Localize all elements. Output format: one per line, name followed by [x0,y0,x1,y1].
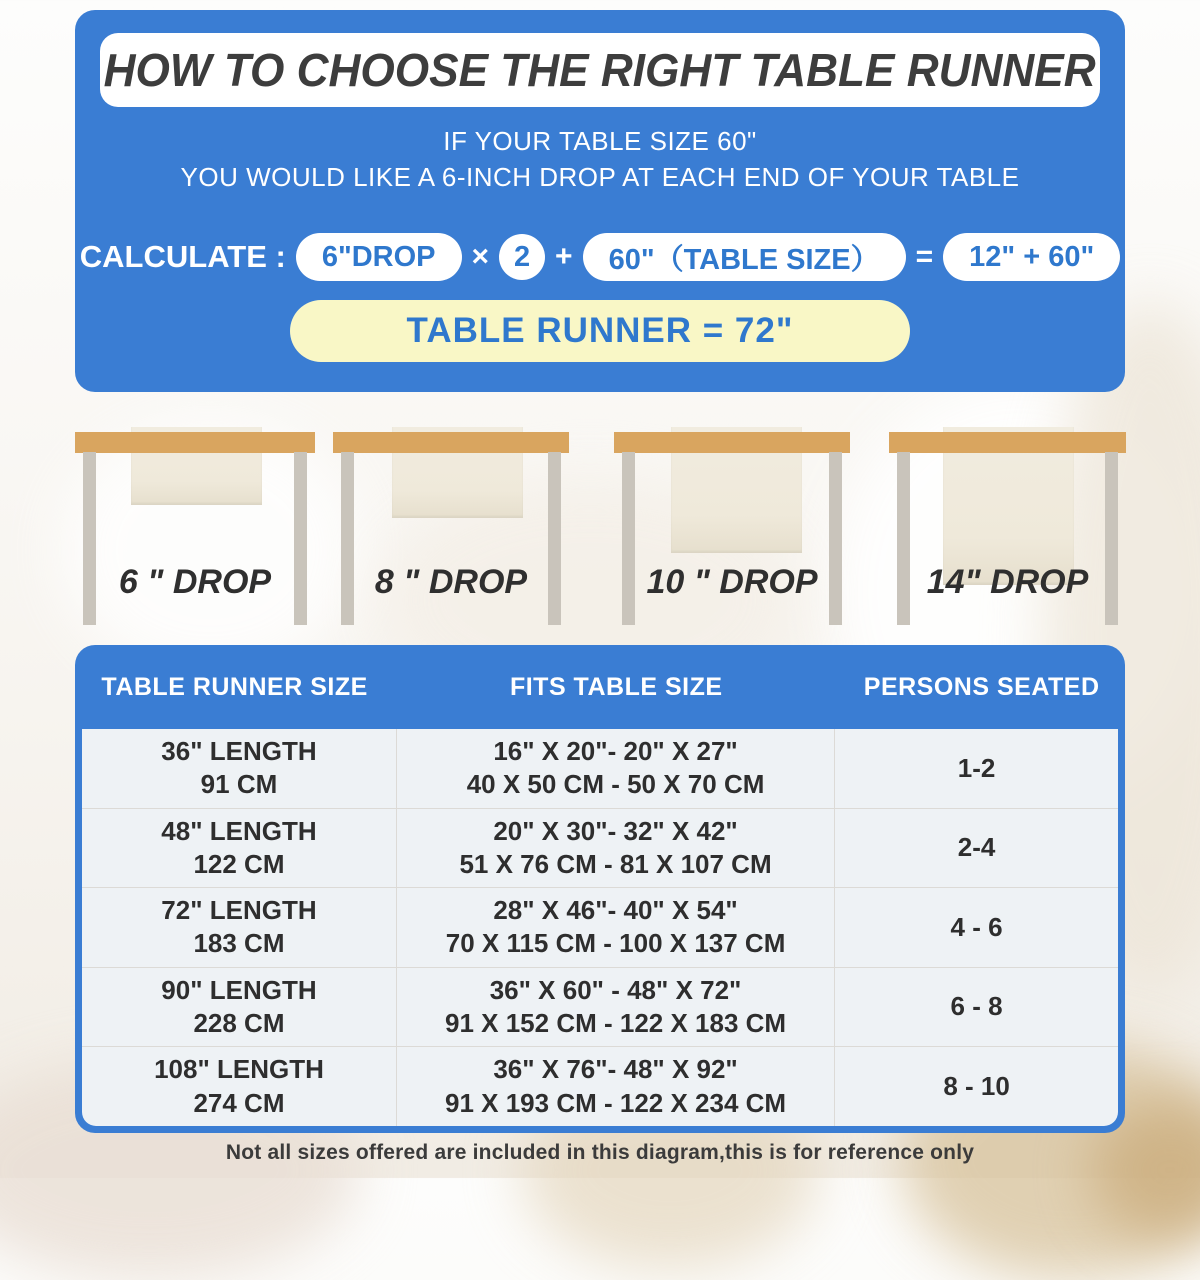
persons-seated-value: 6 - 8 [950,991,1003,1022]
table-row [82,809,1118,889]
subtitle-line-2: YOU WOULD LIKE A 6-INCH DROP AT EACH END OF YOUR TABLE [180,162,1020,192]
table-row [82,968,1118,1048]
persons-seated-value: 4 - 6 [950,911,1003,942]
size-chart-body [82,729,1118,1126]
fits-size-inches: 36" X 76"- 48" X 92" [493,1054,738,1085]
fits-table-size-cell [397,729,835,808]
calculation-formula [75,232,1125,282]
tabletop [75,432,315,453]
column-header-fits-table-size: FITS TABLE SIZE [509,672,723,701]
plus-sign: + [555,240,573,273]
runner-size-cm: 228 CM [193,1008,285,1039]
persons-seated-value: 2-4 [957,832,996,863]
runner-size-cm: 183 CM [193,928,285,959]
fits-size-cm: 91 X 193 CM - 122 X 234 CM [445,1087,787,1118]
fits-size-cm: 51 X 76 CM - 81 X 107 CM [459,848,772,879]
drop-label: 10 " DROP [646,563,818,601]
fits-size-inches: 16" X 20"- 20" X 27" [493,736,738,767]
times-sign: × [471,240,490,273]
runner-size-cell [82,968,397,1047]
persons-seated-cell [835,1047,1118,1126]
equals-sign: = [915,240,934,273]
fits-table-size-cell [397,968,835,1047]
drop-label: 14" DROP [926,563,1089,601]
sum-pill: 12" + 60" [943,233,1120,281]
tabletop [614,432,850,453]
subtitle-line-1: IF YOUR TABLE SIZE 60" [443,126,757,156]
size-chart-header [75,645,1125,729]
column-header-persons-seated: PERSONS SEATED [863,672,1100,701]
fits-size-inches: 20" X 30"- 32" X 42" [493,815,738,846]
runner-size-inches: 108" LENGTH [154,1054,324,1085]
persons-seated-cell [835,729,1118,808]
runner-size-inches: 90" LENGTH [161,974,317,1005]
persons-seated-value: 1-2 [957,752,996,783]
table-row [82,729,1118,809]
drop-illustration-10in [614,395,850,645]
fits-table-size-cell [397,888,835,967]
runner-size-cm: 274 CM [193,1087,285,1118]
runner-result-pill: TABLE RUNNER = 72" [290,300,910,362]
drop-illustration-6in [75,395,315,645]
drop-label: 6 " DROP [118,563,272,601]
drop-illustration-14in [889,395,1126,645]
runner-size-cm: 91 CM [200,769,278,800]
runner-size-cell [82,809,397,888]
runner-size-cell [82,729,397,808]
fits-size-inches: 28" X 46"- 40" X 54" [493,895,738,926]
runner-size-inches: 48" LENGTH [161,815,317,846]
fits-size-cm: 40 X 50 CM - 50 X 70 CM [466,769,765,800]
fits-size-cm: 91 X 152 CM - 122 X 183 CM [445,1008,787,1039]
runner-size-inches: 36" LENGTH [161,736,317,767]
persons-seated-cell [835,968,1118,1047]
drop-label: 8 " DROP [374,563,528,601]
drop-illustration-8in [333,395,569,645]
runner-size-cell [82,1047,397,1126]
table-row [82,888,1118,968]
runner-size-cm: 122 CM [193,848,285,879]
fits-size-cm: 70 X 115 CM - 100 X 137 CM [445,928,786,959]
drop-value-pill: 6"DROP [296,233,462,281]
fits-table-size-cell [397,1047,835,1126]
persons-seated-value: 8 - 10 [943,1071,1010,1102]
multiplier-circle: 2 [499,234,545,280]
title-banner [100,33,1100,107]
size-chart-panel [75,645,1125,1133]
persons-seated-cell [835,809,1118,888]
runner-size-inches: 72" LENGTH [161,895,317,926]
reference-note: Not all sizes offered are included in this diagram,this is for reference only [225,1141,975,1164]
column-header-runner-size: TABLE RUNNER SIZE [101,672,368,701]
page-title: HOW TO CHOOSE THE RIGHT TABLE RUNNER [104,44,1096,96]
instructions-panel [75,10,1125,392]
calculate-label: CALCULATE : [79,239,286,274]
runner-size-cell [82,888,397,967]
fits-size-inches: 36" X 60" - 48" X 72" [489,974,742,1005]
table-size-pill: 60"（TABLE SIZE） [583,233,906,281]
tabletop [889,432,1126,453]
table-row [82,1047,1118,1126]
fits-table-size-cell [397,809,835,888]
persons-seated-cell [835,888,1118,967]
tabletop [333,432,569,453]
